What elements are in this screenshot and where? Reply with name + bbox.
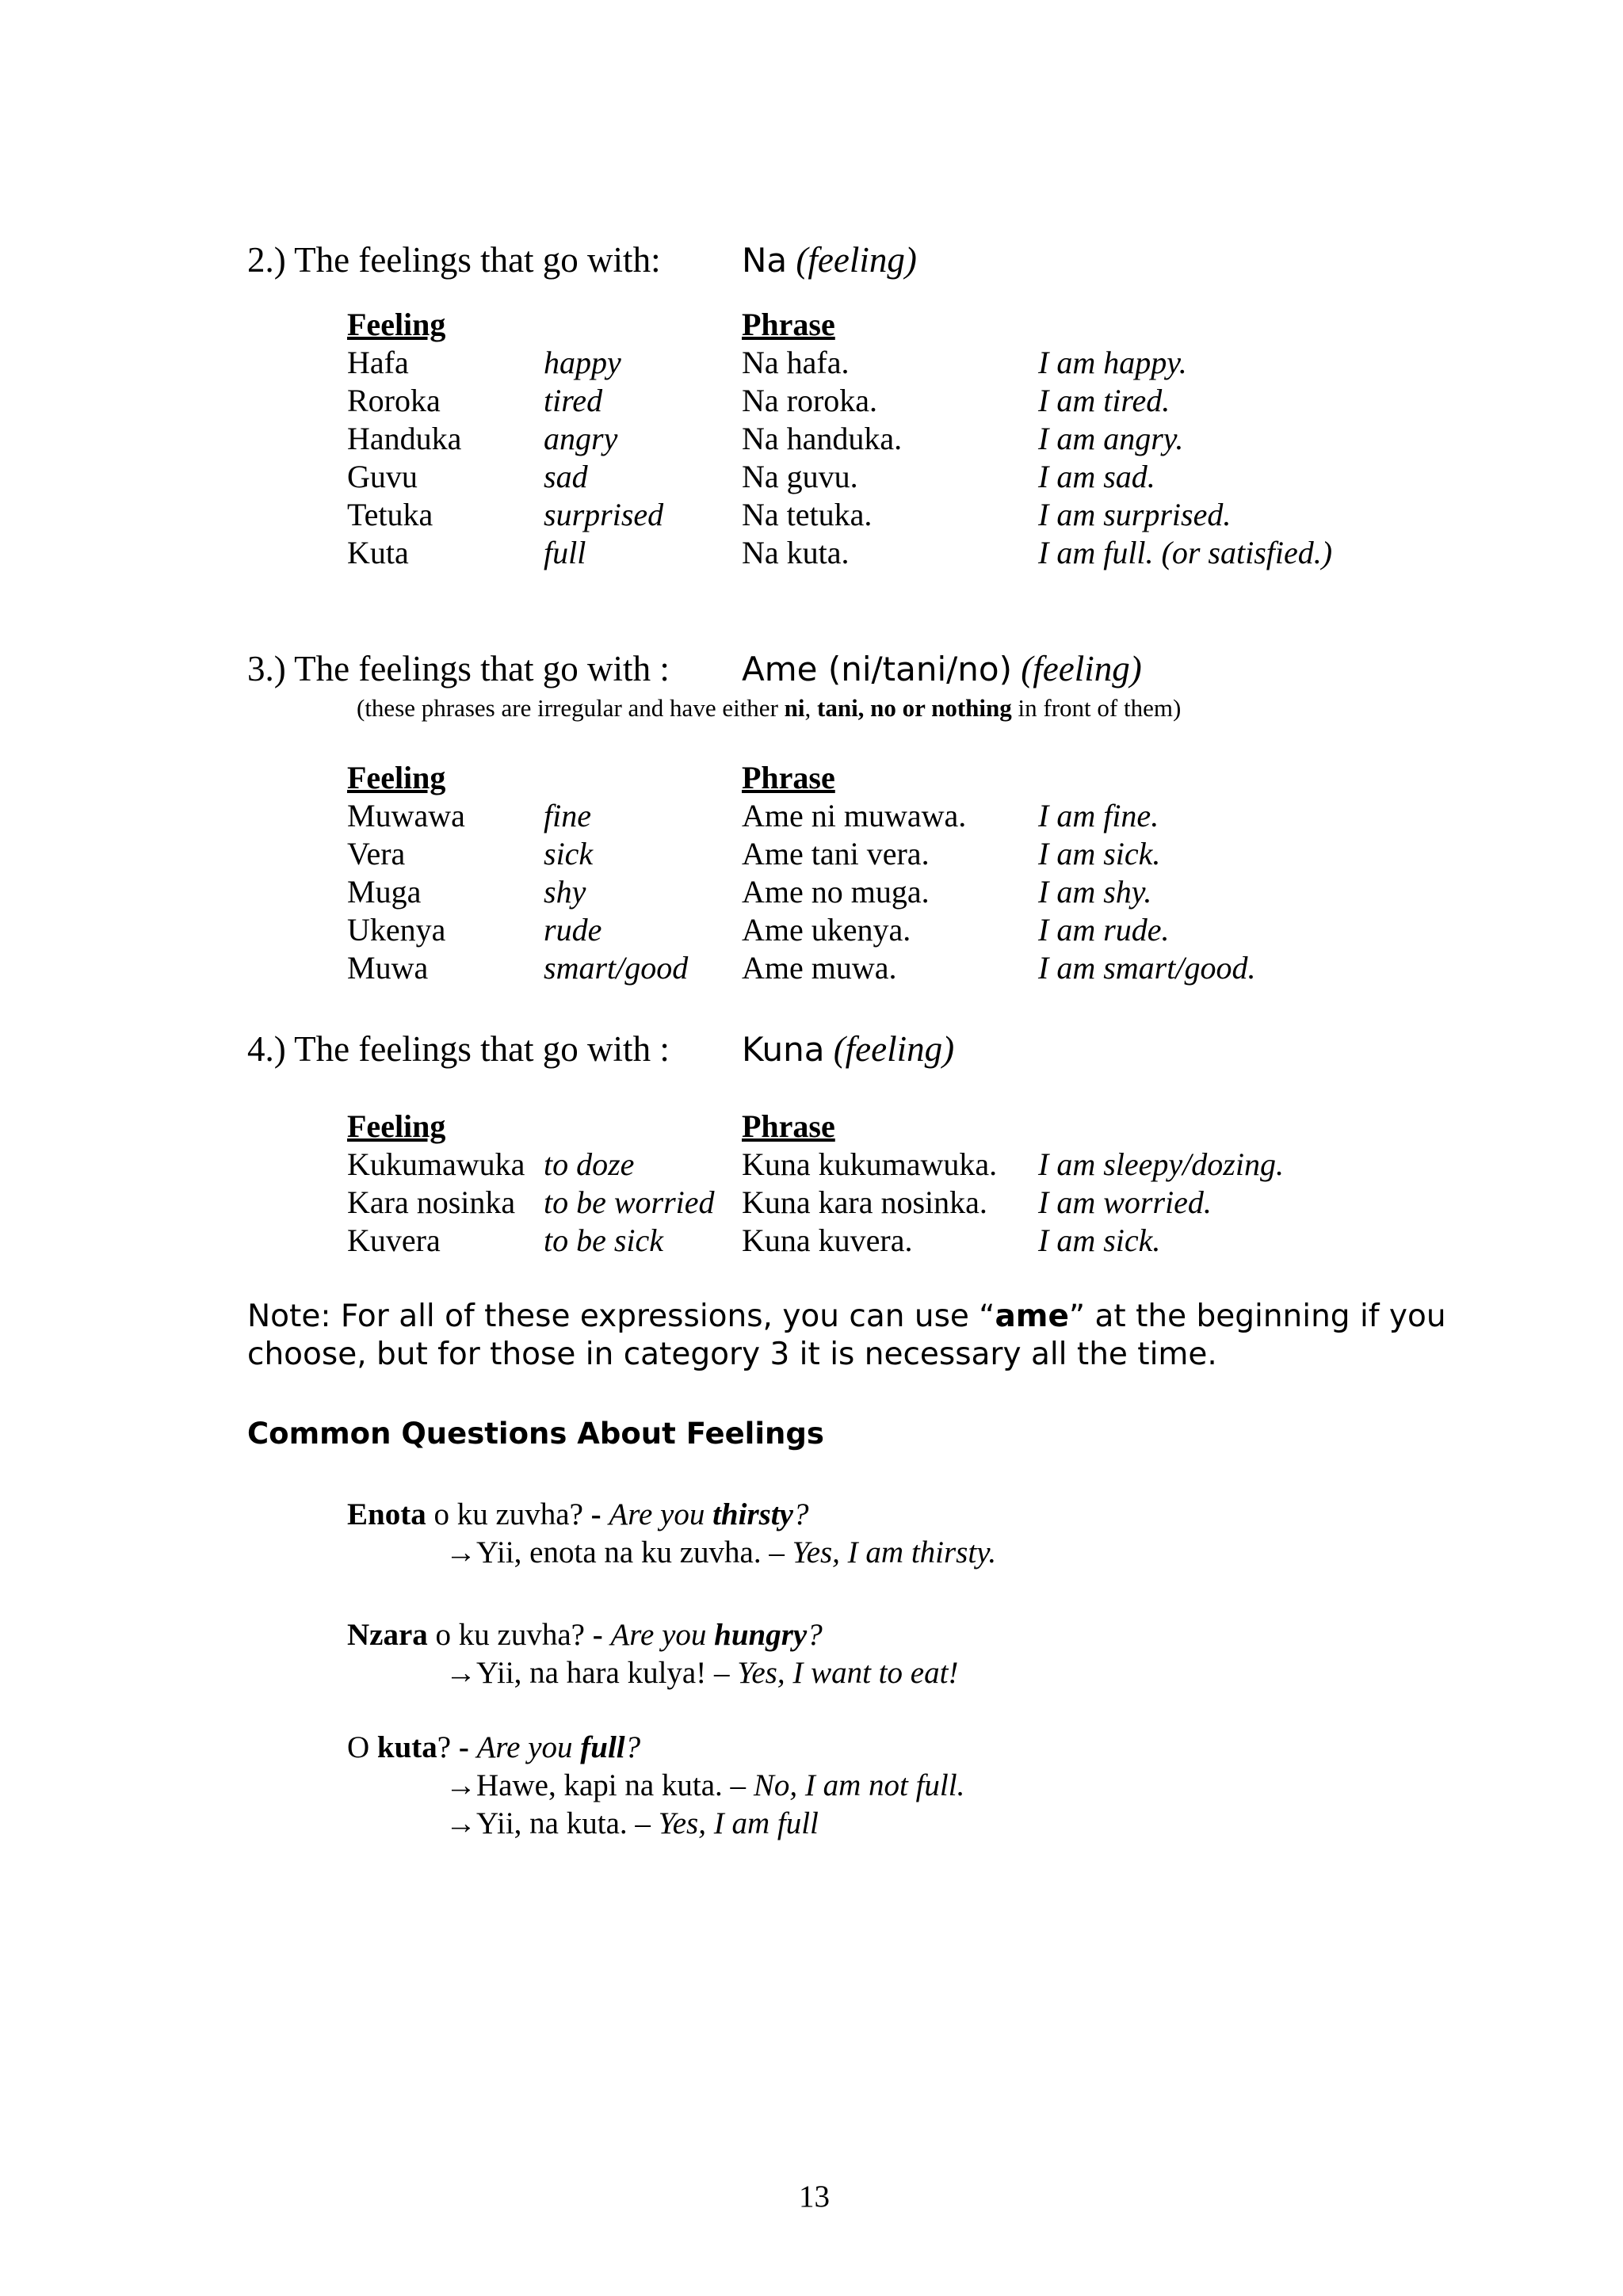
phrase-translation: I am shy. (1038, 874, 1152, 910)
question-dash: - (592, 1618, 611, 1652)
feeling-phrase: Ame ukenya. (742, 912, 911, 948)
section-2-heading-italic: (feeling) (796, 240, 917, 280)
section-2-heading-word: Na (742, 241, 788, 280)
feeling-phrase: Na guvu. (742, 459, 858, 494)
question-translation-keyword: hungry (714, 1618, 808, 1652)
phrase-translation: I am full. (or satisfied.) (1038, 535, 1333, 570)
table-row (347, 911, 1623, 949)
table-row (347, 496, 1623, 534)
feeling-word: Kukumawuka (347, 1146, 525, 1182)
feeling-word: Kara nosinka (347, 1184, 516, 1220)
phrase-translation: I am sick. (1038, 836, 1161, 871)
feeling-meaning: tired (544, 383, 603, 418)
section-2-table (347, 306, 1457, 575)
feeling-meaning: fine (544, 798, 591, 833)
answer-text: Hawe, kapi na kuta. – (476, 1768, 754, 1802)
question-block (347, 1496, 996, 1572)
feeling-meaning: happy (544, 345, 621, 380)
section-2-heading-prefix: 2.) The feelings that go with: (247, 240, 661, 280)
arrow-right-icon: → (445, 1656, 476, 1690)
question-mark: ? (807, 1618, 823, 1652)
question-line (347, 1729, 964, 1767)
table-row (347, 797, 1623, 835)
feeling-phrase: Kuna kuvera. (742, 1222, 913, 1258)
phrase-translation: I am happy. (1038, 345, 1187, 380)
section-3-heading-italic: (feeling) (1021, 649, 1142, 688)
question-text: o ku zuvha? (427, 1618, 593, 1652)
feeling-word: Muwawa (347, 798, 465, 833)
question-translation: Are you (609, 1497, 713, 1531)
section-3-table (347, 759, 1457, 989)
question-keyword: Enota (347, 1497, 426, 1531)
answer-line (347, 1767, 964, 1805)
feeling-meaning: to be sick (544, 1222, 664, 1258)
table-row (347, 873, 1623, 911)
feeling-phrase: Na handuka. (742, 421, 903, 456)
question-translation-keyword: full (580, 1730, 625, 1764)
answer-line (347, 1534, 996, 1572)
section-2-heading (247, 242, 661, 278)
table-header (347, 1108, 1623, 1146)
note-text: Note: For all of these expressions, you can use “ (247, 1299, 995, 1334)
arrow-right-icon: → (445, 1806, 476, 1840)
feeling-word: Muwa (347, 950, 429, 986)
feeling-meaning: surprised (544, 497, 664, 532)
table-row (347, 534, 1623, 572)
feeling-word: Kuta (347, 535, 409, 570)
arrow-right-icon: → (445, 1768, 476, 1802)
feeling-word: Vera (347, 836, 406, 871)
feeling-word: Ukenya (347, 912, 446, 948)
answer-translation: Yes, I am thirsty. (792, 1535, 997, 1569)
section-4-table (347, 1108, 1457, 1266)
question-keyword: kuta (376, 1730, 437, 1764)
phrase-translation: I am sad. (1038, 459, 1155, 494)
section-3-heading-formula (742, 651, 1142, 687)
col-feeling-header: Feeling (347, 1108, 446, 1144)
feeling-phrase: Na roroka. (742, 383, 878, 418)
question-mark: ? (624, 1730, 641, 1764)
table-row (347, 835, 1623, 873)
answer-translation: Yes, I want to eat! (737, 1656, 959, 1690)
feeling-word: Tetuka (347, 497, 433, 532)
note-paragraph (247, 1298, 1446, 1374)
question-mark: ? (792, 1497, 809, 1531)
note-line: choose, but for those in category 3 it is necessary all the time. (247, 1337, 1217, 1372)
feeling-meaning: to doze (544, 1146, 635, 1182)
subnote-bold: tani, no or nothing (817, 694, 1012, 722)
col-feeling-header: Feeling (347, 307, 446, 342)
section-4-heading-prefix: 4.) The feelings that go with : (247, 1029, 670, 1069)
question-translation: Are you (610, 1618, 715, 1652)
table-row (347, 344, 1623, 382)
table-row (347, 1222, 1623, 1260)
table-row (347, 382, 1623, 420)
section-3-subnote (357, 694, 1181, 723)
feeling-meaning: rude (544, 912, 602, 948)
question-line (347, 1496, 996, 1534)
col-phrase-header: Phrase (742, 760, 835, 795)
arrow-right-icon: → (445, 1535, 476, 1569)
feeling-word: Guvu (347, 459, 418, 494)
feeling-meaning: angry (544, 421, 618, 456)
feeling-phrase: Na kuta. (742, 535, 850, 570)
question-block (347, 1729, 964, 1843)
feeling-meaning: to be worried (544, 1184, 715, 1220)
table-header (347, 759, 1623, 797)
feeling-phrase: Na tetuka. (742, 497, 873, 532)
question-text: ? (437, 1730, 459, 1764)
section-4-heading-word: Kuna (742, 1030, 825, 1069)
subnote-text: , (804, 694, 817, 722)
note-text: ” at the beginning if you (1068, 1299, 1446, 1334)
feeling-word: Handuka (347, 421, 462, 456)
feeling-word: Kuvera (347, 1222, 441, 1258)
table-row (347, 420, 1623, 458)
subnote-bold: ni (784, 694, 805, 722)
section-3-heading-word: Ame (ni/tani/no) (742, 650, 1013, 688)
table-row (347, 1184, 1623, 1222)
table-header (347, 306, 1623, 344)
col-feeling-header: Feeling (347, 760, 446, 795)
subnote-text: in front of them) (1011, 694, 1182, 722)
question-keyword: Nzara (347, 1618, 428, 1652)
feeling-phrase: Kuna kara nosinka. (742, 1184, 987, 1220)
phrase-translation: I am worried. (1038, 1184, 1212, 1220)
feeling-meaning: shy (544, 874, 586, 910)
question-translation: Are you (476, 1730, 581, 1764)
phrase-translation: I am rude. (1038, 912, 1170, 948)
phrase-translation: I am sick. (1038, 1222, 1161, 1258)
section-3-heading-prefix: 3.) The feelings that go with : (247, 649, 670, 688)
section-4-heading-formula (742, 1029, 955, 1069)
feeling-meaning: full (544, 535, 586, 570)
feeling-phrase: Ame ni muwawa. (742, 798, 967, 833)
feeling-word: Muga (347, 874, 422, 910)
answer-translation: No, I am not full. (753, 1768, 965, 1802)
question-block (347, 1616, 958, 1692)
answer-translation: Yes, I am full (658, 1806, 819, 1840)
section-4-heading-italic: (feeling) (833, 1029, 955, 1069)
section-4-heading (247, 1029, 670, 1069)
question-text: o ku zuvha? (426, 1497, 591, 1531)
answer-line (347, 1654, 958, 1692)
question-text: O (347, 1730, 377, 1764)
feeling-word: Roroka (347, 383, 441, 418)
feeling-phrase: Ame no muga. (742, 874, 930, 910)
col-phrase-header: Phrase (742, 307, 835, 342)
note-line (247, 1298, 1446, 1336)
table-row (347, 1146, 1623, 1184)
question-dash: - (590, 1497, 609, 1531)
feeling-phrase: Na hafa. (742, 345, 850, 380)
phrase-translation: I am sleepy/dozing. (1038, 1146, 1284, 1182)
question-dash: - (458, 1730, 477, 1764)
phrase-translation: I am fine. (1038, 798, 1159, 833)
col-phrase-header: Phrase (742, 1108, 835, 1144)
feeling-meaning: sad (544, 459, 588, 494)
phrase-translation: I am smart/good. (1038, 950, 1256, 986)
phrase-translation: I am tired. (1038, 383, 1170, 418)
feeling-meaning: smart/good (544, 950, 689, 986)
answer-text: Yii, enota na ku zuvha. – (476, 1535, 792, 1569)
table-row (347, 458, 1623, 496)
note-bold: ame (995, 1299, 1069, 1334)
question-translation-keyword: thirsty (712, 1497, 793, 1531)
phrase-translation: I am surprised. (1038, 497, 1232, 532)
page-number: 13 (799, 2180, 830, 2214)
feeling-phrase: Ame tani vera. (742, 836, 930, 871)
feeling-word: Hafa (347, 345, 409, 380)
table-row (347, 949, 1623, 987)
subnote-text: (these phrases are irregular and have either (357, 694, 785, 722)
questions-title: Common Questions About Feelings (247, 1417, 824, 1451)
answer-text: Yii, na hara kulya! – (476, 1656, 738, 1690)
section-3-heading (247, 651, 670, 687)
feeling-phrase: Ame muwa. (742, 950, 897, 986)
feeling-meaning: sick (544, 836, 594, 871)
feeling-phrase: Kuna kukumawuka. (742, 1146, 998, 1182)
answer-line (347, 1805, 964, 1843)
section-2-heading-formula (742, 242, 917, 278)
phrase-translation: I am angry. (1038, 421, 1184, 456)
answer-text: Yii, na kuta. – (476, 1806, 659, 1840)
question-line (347, 1616, 958, 1654)
